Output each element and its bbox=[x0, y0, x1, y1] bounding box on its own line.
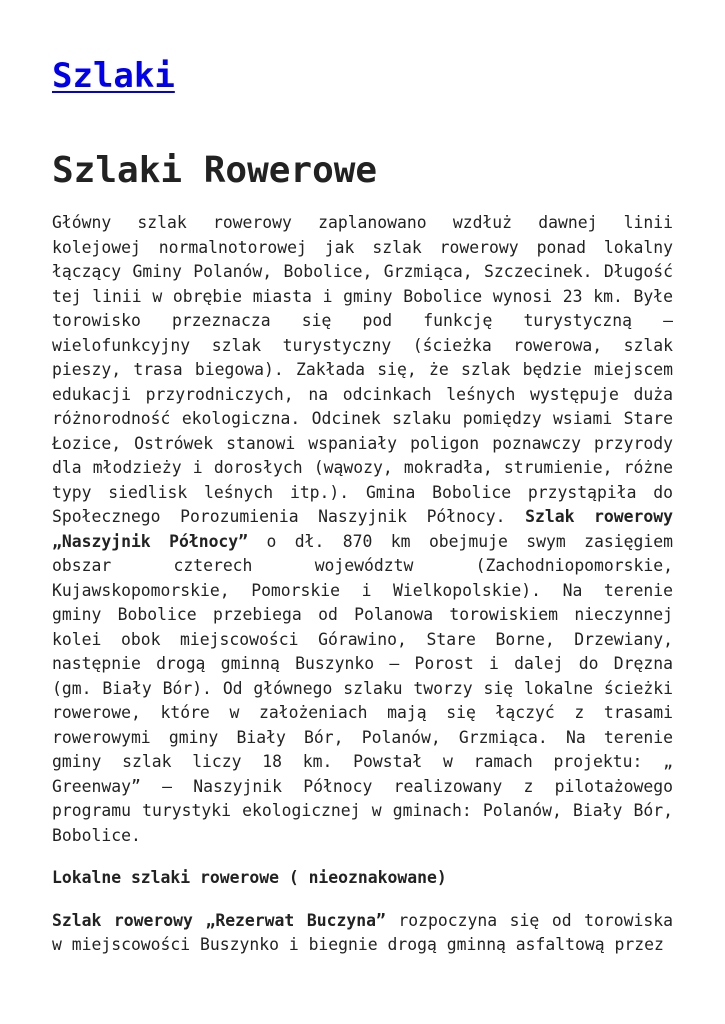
buczyna-bold: Szlak rowerowy „Rezerwat Buczyna” bbox=[52, 910, 386, 930]
paragraph-buczyna-text: rozpoczyna się od torowiska w miejscowości Buszynko i biegnie drogą gminną asfaltową przez bbox=[52, 910, 673, 954]
paragraph-buczyna bbox=[52, 909, 673, 958]
paragraph-main-trail-text-b: o dł. 870 km obejmuje swym zasięgiem obszar czterech województw (Zachodniopomorskie, Kujawskopomorskie, Pomorskie i Wielkopolskie). Na terenie gminy Bobolice przebiega od Polanowa torowiskiem nieczynnej kolei obok miejscowości Górawino, Stare Borne, Drzewiany, następnie drogą gminną Buszynko – Porost i dalej do Dręzna (gm. Biały Bór). Od głównego szlaku tworzy się lokalne ścieżki rowerowe, które w założeniach mają się łączyć z trasami rowerowymi gminy Biały Bór, Polanów, Grzmiąca. Na terenie gminy szlak liczy 18 km. Powstał w ramach projektu: „ Greenway” – Naszyjnik Północy realizowany z pilotażowego programu turystyki ekologicznej w gminach: Polanów, Biały Bór, Bobolice. bbox=[52, 531, 673, 845]
paragraph-main-trail-text-a: Główny szlak rowerowy zaplanowano wzdłuż dawnej linii kolejowej normalnotorowej jak szlak rowerowy ponad lokalny łączący Gminy Polanów, Bobolice, Grzmiąca, Szczecinek. Długość tej linii w obrębie miasta i gminy Bobolice wynosi 23 km. Byłe torowisko przeznacza się pod funkcję turystyczną – wielofunkcyjny szlak turystyczny (ścieżka rowerowa, szlak pieszy, trasa biegowa). Zakłada się, że szlak będzie miejscem edukacji przyrodniczych, na odcinkach leśnych występuje duża różnorodność ekologiczna. Odcinek szlaku pomiędzy wsiami Stare Łozice, Ostrówek stanowi wspaniały poligon poznawczy przyrody dla młodzieży i dorosłych (wąwozy, mokradła, strumienie, różne typy siedlisk leśnych itp.). Gmina Bobolice przystąpiła do Społecznego Porozumienia Naszyjnik Północy. bbox=[52, 213, 673, 526]
local-trails-subheading-text: Lokalne szlaki rowerowe ( nieoznakowane) bbox=[52, 868, 447, 887]
site-link-szlaki[interactable]: Szlaki bbox=[52, 56, 175, 96]
local-trails-subheading bbox=[52, 866, 673, 891]
page-title: Szlaki Rowerowe bbox=[52, 150, 378, 191]
naszyjnik-polnocy-bold: Szlak rowerowy „Naszyjnik Północy” bbox=[52, 507, 674, 551]
article-body bbox=[52, 211, 673, 958]
paragraph-main-trail bbox=[52, 211, 673, 848]
